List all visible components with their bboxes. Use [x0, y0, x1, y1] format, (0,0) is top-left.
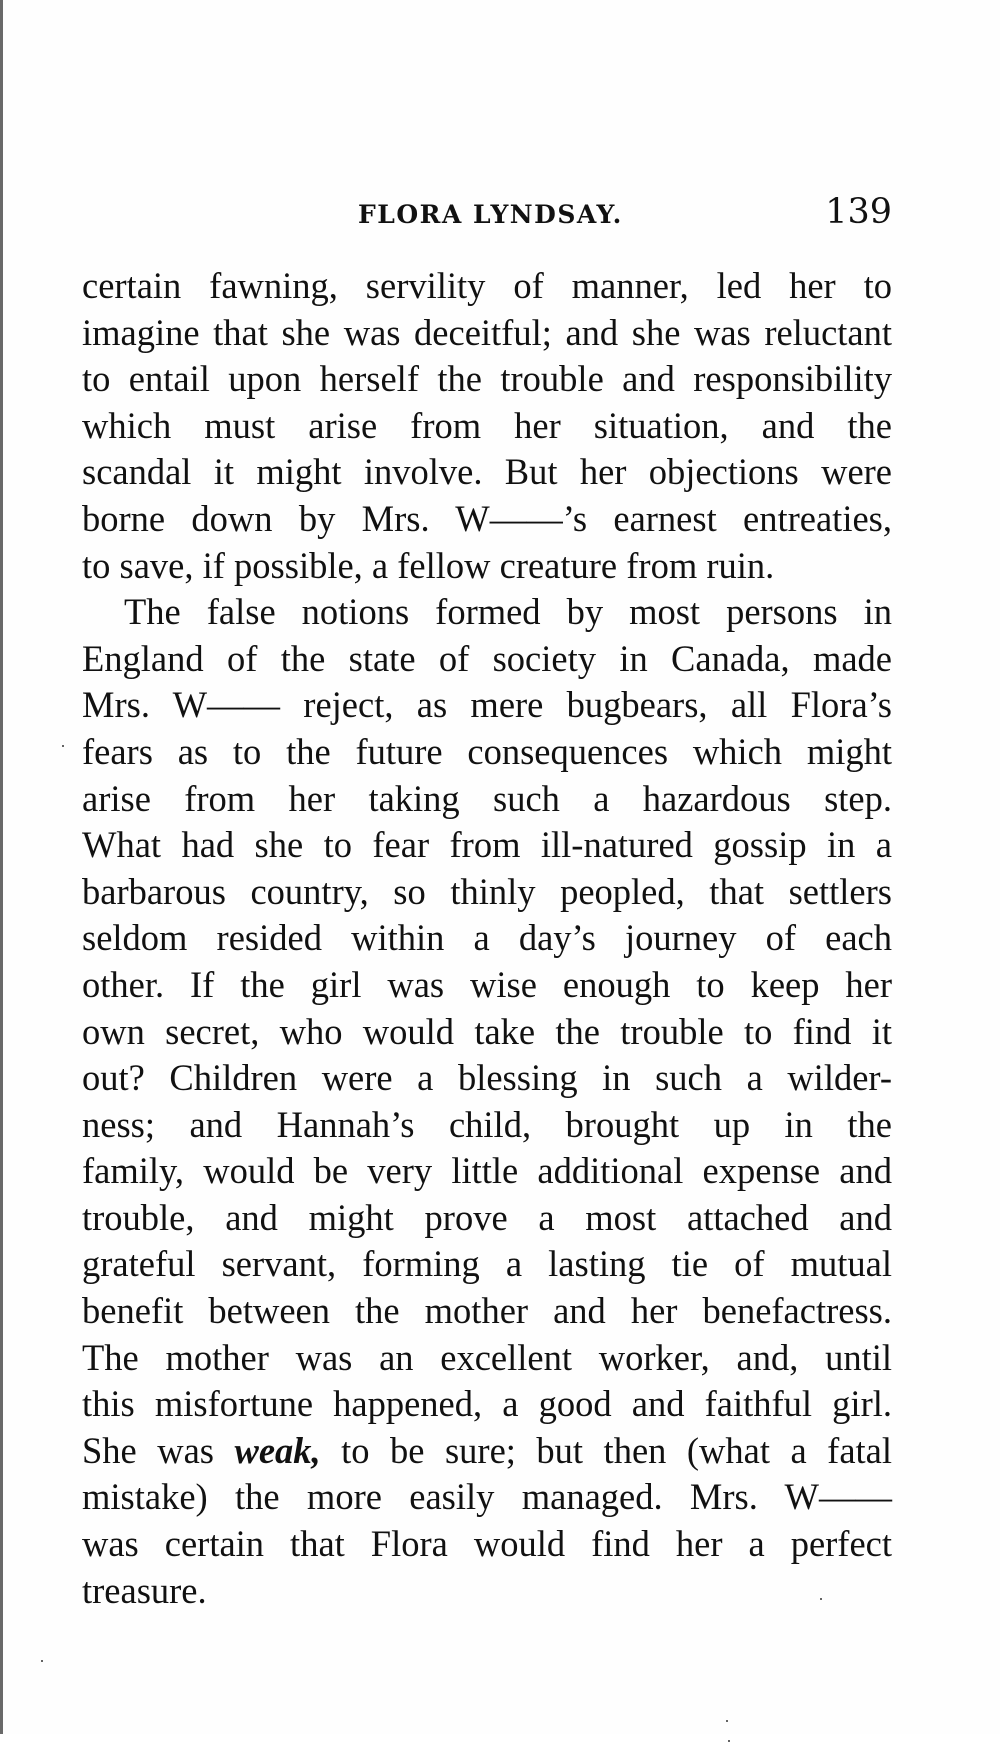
- text-line: England of the state of society in Canada, made: [82, 637, 892, 679]
- text-line: imagine that she was deceitful; and she was reluctant: [82, 311, 892, 353]
- text-line: mistake) the more easily managed. Mrs. W——: [82, 1476, 892, 1518]
- text-line: ness; and Hannah’s child, brought up in the: [82, 1103, 892, 1145]
- text-line: this misfortune happened, a good and faithful girl.: [82, 1383, 892, 1425]
- body-text: [82, 263, 892, 1614]
- text-line: What had she to fear from ill-natured gossip in a: [82, 824, 892, 866]
- text-line: treasure.: [82, 1569, 207, 1611]
- text-line: own secret, who would take the trouble to find it: [82, 1010, 892, 1052]
- page-number: 139: [825, 192, 892, 232]
- text-line: arise from her taking such a hazardous step.: [82, 777, 892, 819]
- page-edge-shadow: [0, 0, 3, 1734]
- text-line: The mother was an excellent worker, and, until: [82, 1336, 892, 1378]
- text-line: to save, if possible, a fellow creature from ruin.: [82, 544, 775, 586]
- print-speck: [726, 1720, 728, 1722]
- text-line: fears as to the future consequences which might: [82, 730, 892, 772]
- italic-word: weak,: [234, 1429, 321, 1471]
- text-line: scandal it might involve. But her objections were: [82, 451, 892, 493]
- text-line: to entail upon herself the trouble and responsibility: [82, 358, 892, 400]
- text-line: benefit between the mother and her benefactress.: [82, 1290, 892, 1332]
- print-speck: [820, 1598, 822, 1600]
- text-line: trouble, and might prove a most attached and: [82, 1196, 892, 1238]
- text-line: certain fawning, servility of manner, led her to: [82, 265, 892, 306]
- text-line-with-italic: [82, 1428, 892, 1475]
- page-header: [82, 192, 892, 242]
- text-line: The false notions formed by most persons in: [124, 591, 892, 633]
- text-line: which must arise from her situation, and the: [82, 404, 892, 446]
- text-line: family, would be very little additional expense and: [82, 1150, 892, 1192]
- text-line: Mrs. W—— reject, as mere bugbears, all Flora’s: [82, 684, 892, 726]
- text-segment: She was: [82, 1429, 235, 1471]
- text-segment: to be sure; but then (what a fatal: [320, 1429, 893, 1471]
- text-line: other. If the girl was wise enough to keep her: [82, 963, 892, 1005]
- text-line: barbarous country, so thinly peopled, that settlers: [82, 870, 892, 912]
- text-line: was certain that Flora would find her a perfect: [82, 1523, 892, 1565]
- print-speck: [62, 745, 64, 747]
- text-line: out? Children were a blessing in such a wilder-: [82, 1057, 892, 1099]
- text-line: borne down by Mrs. W——’s earnest entreaties,: [82, 497, 892, 539]
- text-line: grateful servant, forming a lasting tie of mutual: [82, 1243, 892, 1285]
- running-title: FLORA LYNDSAY.: [358, 200, 623, 229]
- text-line: seldom resided within a day’s journey of each: [82, 917, 892, 959]
- print-speck: [41, 1660, 43, 1662]
